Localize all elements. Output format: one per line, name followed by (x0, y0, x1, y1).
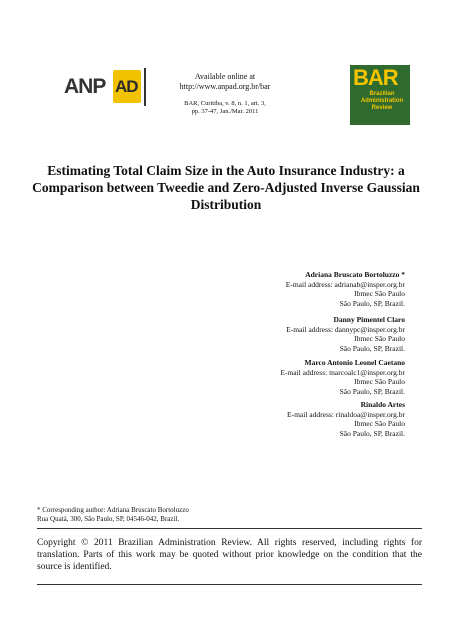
anpad-logo-box-text: AD (115, 77, 138, 96)
author-block (145, 270, 405, 308)
author-city: São Paulo, SP, Brazil. (339, 428, 405, 438)
corresponding-author-note (37, 506, 337, 524)
author-city: São Paulo, SP, Brazil. (339, 343, 405, 353)
bar-logo-subtitle: Brazilian Administration Review (360, 91, 404, 111)
corresponding-address-line: Rua Quatá, 300, São Paulo, SP, 04546-042, Brazil. (37, 515, 180, 523)
author-city: São Paulo, SP, Brazil. (339, 298, 405, 308)
copyright-notice: Copyright © 2011 Brazilian Administration Review. All rights reserved, including rights for translation. Parts of this work may be quoted without prior knowledge on the condition that the source is identified. (37, 538, 422, 572)
bar-logo-word: BAR (353, 65, 398, 90)
bar-logo (350, 65, 410, 125)
citation-line-2: pp. 37-47, Jan./Mar. 2011 (191, 108, 259, 115)
author-email[interactable]: E-mail address: adrianab@insper.org.br (285, 279, 405, 289)
author-email[interactable]: E-mail address: dannypc@insper.org.br (286, 324, 405, 334)
author-name: Marco Antonio Leonel Caetano (304, 358, 405, 367)
author-name: Rinaldo Artes (360, 400, 405, 409)
author-name: Adriana Bruscato Bortoluzzo * (305, 270, 405, 279)
author-city: São Paulo, SP, Brazil. (339, 386, 405, 396)
paper-title: Estimating Total Claim Size in the Auto Insurance Industry: a Comparison between Tweedie and Zero-Adjusted Inverse Gaussian Distribution (32, 163, 420, 212)
journal-url-link[interactable]: http://www.anpad.org.br/bar (179, 82, 271, 91)
author-email[interactable]: E-mail address: marcoalc1@insper.org.br (280, 367, 405, 377)
bottom-divider (37, 584, 422, 585)
author-institution: Ibmec São Paulo (354, 377, 405, 386)
author-block (145, 358, 405, 396)
author-name: Danny Pimentel Claro (333, 315, 405, 324)
corresponding-author-line: * Corresponding author: Adriana Bruscato Bortoluzzo (37, 506, 189, 514)
author-email[interactable]: E-mail address: rinaldoa@insper.org.br (287, 409, 405, 419)
journal-header (150, 72, 300, 116)
anpad-logo-divider (144, 68, 146, 106)
available-online-text: Available online at (194, 72, 256, 81)
author-institution: Ibmec São Paulo (354, 334, 405, 343)
author-block (145, 315, 405, 353)
anpad-logo-text: ANP (64, 75, 106, 98)
citation-line-1: BAR, Curitiba, v. 8, n. 1, art. 3, (184, 100, 266, 107)
author-block (145, 400, 405, 438)
author-institution: Ibmec São Paulo (354, 419, 405, 428)
author-institution: Ibmec São Paulo (354, 289, 405, 298)
anpad-logo (64, 68, 150, 108)
top-divider (37, 528, 422, 529)
anpad-logo-box (113, 70, 141, 103)
